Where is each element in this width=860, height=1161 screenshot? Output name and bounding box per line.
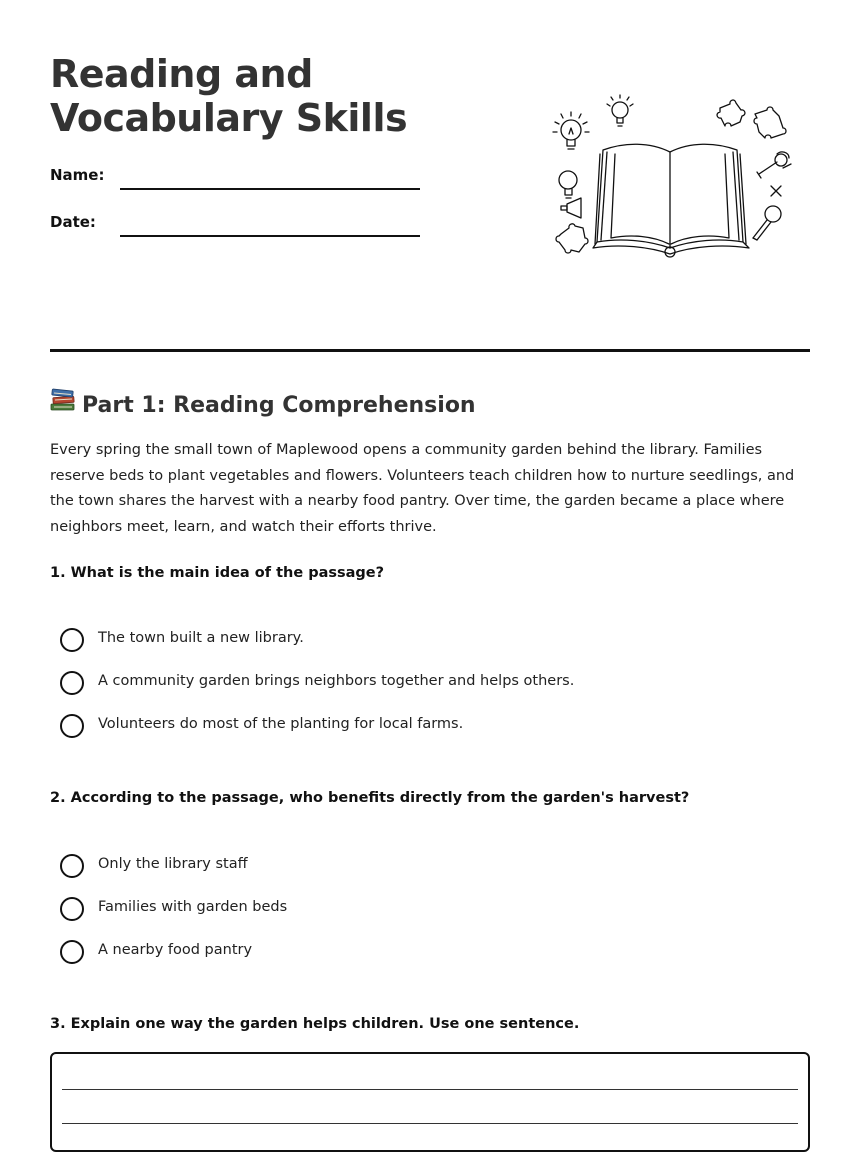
- option-label: Volunteers do most of the planting for local farms.: [98, 716, 464, 732]
- book-illustration: [545, 92, 795, 260]
- option-label: Families with garden beds: [98, 899, 288, 915]
- question-3: 3. Explain one way the garden helps children. Use one sentence.: [50, 1016, 580, 1032]
- radio-button[interactable]: [60, 628, 84, 652]
- option-label: A community garden brings neighbors together and helps others.: [98, 673, 575, 689]
- answer-line[interactable]: [62, 1089, 798, 1090]
- option-label: A nearby food pantry: [98, 942, 253, 958]
- header-divider: [50, 349, 810, 352]
- radio-button[interactable]: [60, 854, 84, 878]
- name-field[interactable]: [50, 166, 420, 190]
- puzzle-piece-icon: [717, 100, 745, 126]
- worksheet-title: Reading and Vocabulary Skills: [50, 52, 408, 140]
- question-2: 2. According to the passage, who benefits directly from the garden's harvest?: [50, 790, 690, 806]
- question-2-option-2[interactable]: [60, 897, 760, 921]
- radio-button[interactable]: [60, 897, 84, 921]
- radio-button[interactable]: [60, 714, 84, 738]
- reading-passage: Every spring the small town of Maplewood opens a community garden behind the library. Families reserve beds to plant vegetables and flowers. Volunteers teach children how to nurture seedlings, and the town shares the harvest with a nearby food pantry. Over time, the garden became a place where neighbors meet, learn, and watch their efforts thrive.: [50, 442, 795, 536]
- wrench-icon: [757, 152, 791, 178]
- date-line[interactable]: [120, 235, 420, 237]
- books-icon: [50, 388, 76, 412]
- question-1-option-1[interactable]: [60, 628, 760, 652]
- question-1: 1. What is the main idea of the passage?: [50, 565, 385, 581]
- magnifier-icon: [753, 206, 781, 240]
- open-book-icon: [593, 144, 749, 257]
- option-label: Only the library staff: [98, 856, 248, 872]
- section-title: [50, 388, 476, 422]
- question-2-option-3[interactable]: [60, 940, 760, 964]
- name-line[interactable]: [120, 188, 420, 190]
- radio-button[interactable]: [60, 671, 84, 695]
- puzzle-piece-icon: [556, 224, 588, 253]
- question-1-option-3[interactable]: [60, 714, 760, 738]
- radio-button[interactable]: [60, 940, 84, 964]
- question-2-option-1[interactable]: [60, 854, 760, 878]
- puzzle-piece-icon: [754, 107, 786, 138]
- date-label: Date:: [50, 213, 96, 231]
- section-title-text: Part 1: Reading Comprehension: [82, 393, 476, 418]
- name-label: Name:: [50, 166, 105, 184]
- megaphone-icon: [561, 198, 581, 218]
- answer-line[interactable]: [62, 1123, 798, 1124]
- lightbulb-icon: [607, 95, 633, 126]
- sparkle-icon: [771, 186, 781, 196]
- option-label: The town built a new library.: [98, 630, 304, 646]
- answer-box[interactable]: [50, 1052, 810, 1152]
- question-1-option-2[interactable]: [60, 671, 760, 695]
- date-field[interactable]: [50, 213, 420, 237]
- lightbulb-icon: [559, 171, 577, 198]
- lightbulb-icon: [553, 112, 589, 149]
